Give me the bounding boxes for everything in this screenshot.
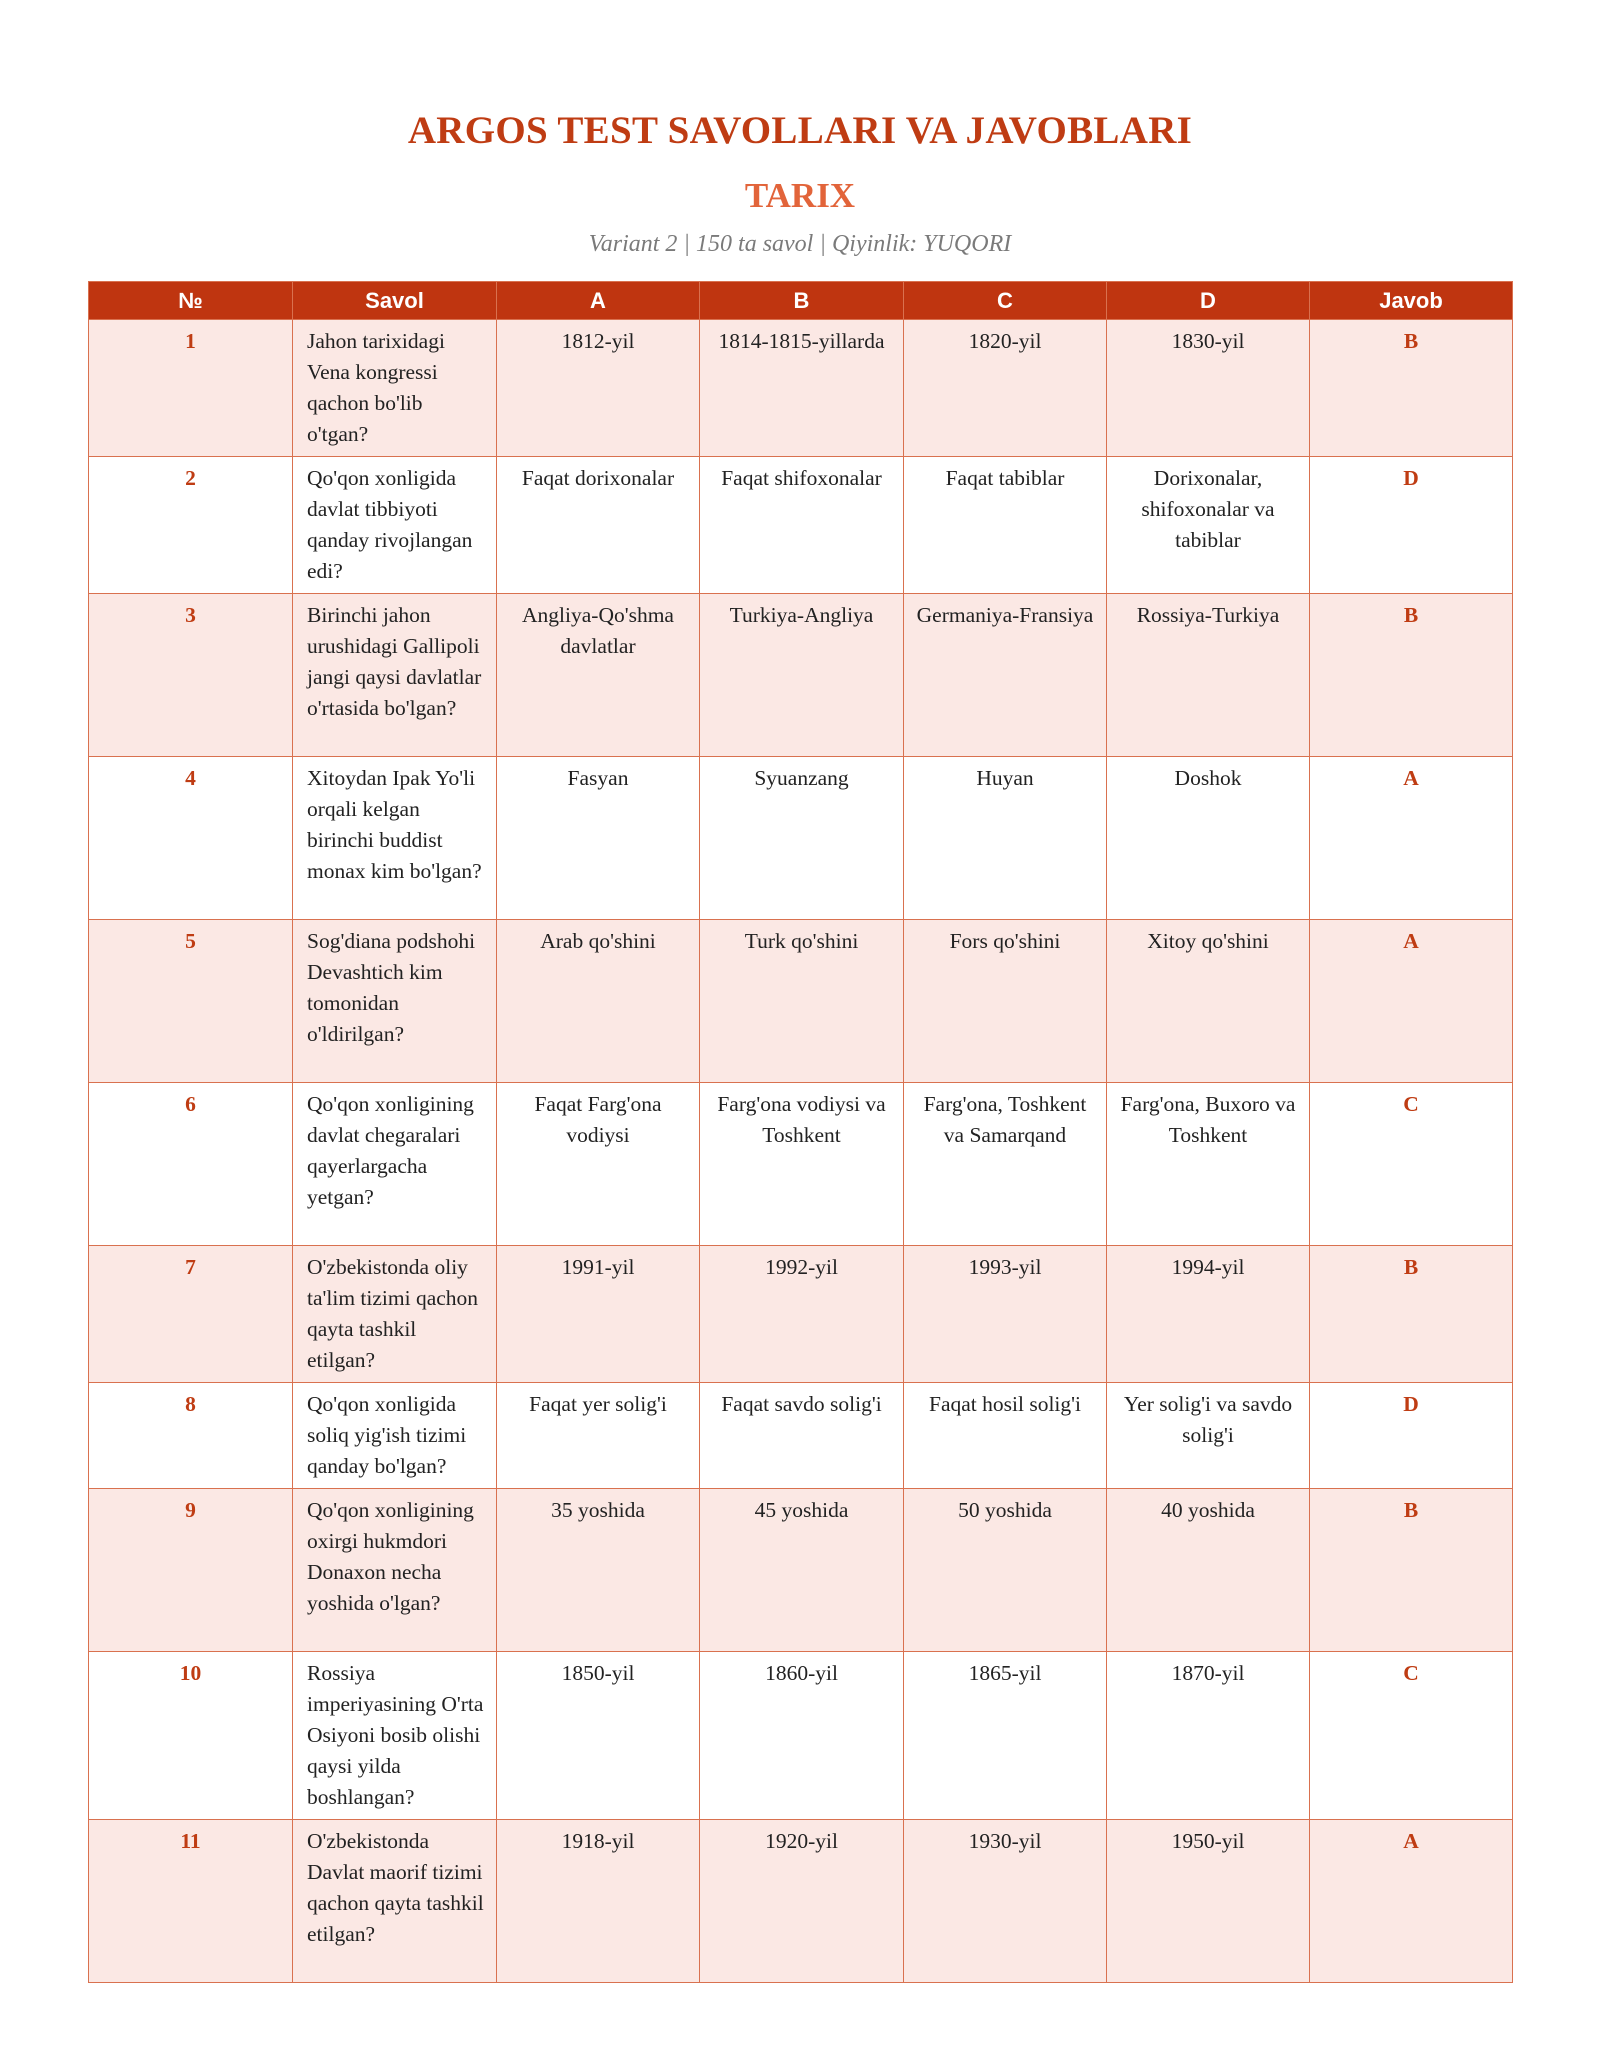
option-c: 1820-yil <box>904 320 1107 457</box>
option-b: 45 yoshida <box>700 1489 904 1652</box>
table-row <box>89 594 1513 757</box>
option-c: Huyan <box>904 757 1107 920</box>
correct-answer: C <box>1310 1652 1513 1820</box>
questions-table <box>88 281 1513 1983</box>
option-b: 1860-yil <box>700 1652 904 1820</box>
column-header-option-b: B <box>700 282 904 320</box>
option-d: Rossiya-Turkiya <box>1107 594 1310 757</box>
option-c: 1993-yil <box>904 1246 1107 1383</box>
option-d: Xitoy qo'shini <box>1107 920 1310 1083</box>
column-header-number: № <box>89 282 293 320</box>
question-number: 10 <box>89 1652 293 1820</box>
question-text: Qo'qon xonligining davlat chegaralari qayerlargacha yetgan? <box>293 1083 497 1246</box>
option-c: 1865-yil <box>904 1652 1107 1820</box>
variant-info: Variant 2 | 150 ta savol | Qiyinlik: YUQORI <box>588 231 1012 257</box>
question-text: Rossiya imperiyasining O'rta Osiyoni bosib olishi qaysi yilda boshlangan? <box>293 1652 497 1820</box>
option-c: Farg'ona, Toshkent va Samarqand <box>904 1083 1107 1246</box>
option-c: Faqat hosil solig'i <box>904 1383 1107 1489</box>
question-text: Jahon tarixidagi Vena kongressi qachon bo'lib o'tgan? <box>293 320 497 457</box>
option-a: Faqat dorixonalar <box>497 457 700 594</box>
option-a: Fasyan <box>497 757 700 920</box>
option-a: 1812-yil <box>497 320 700 457</box>
option-b: Farg'ona vodiysi va Toshkent <box>700 1083 904 1246</box>
option-b: Faqat shifoxonalar <box>700 457 904 594</box>
correct-answer: B <box>1310 320 1513 457</box>
question-number: 9 <box>89 1489 293 1652</box>
correct-answer: D <box>1310 1383 1513 1489</box>
column-header-option-d: D <box>1107 282 1310 320</box>
option-d: 40 yoshida <box>1107 1489 1310 1652</box>
table-row <box>89 757 1513 920</box>
option-c: 1930-yil <box>904 1820 1107 1983</box>
option-b: 1920-yil <box>700 1820 904 1983</box>
option-a: Angliya-Qo'shma davlatlar <box>497 594 700 757</box>
option-a: Faqat yer solig'i <box>497 1383 700 1489</box>
table-row <box>89 320 1513 457</box>
option-a: 1991-yil <box>497 1246 700 1383</box>
table-row <box>89 1383 1513 1489</box>
option-a: Arab qo'shini <box>497 920 700 1083</box>
question-number: 2 <box>89 457 293 594</box>
option-d: Yer solig'i va savdo solig'i <box>1107 1383 1310 1489</box>
option-d: 1950-yil <box>1107 1820 1310 1983</box>
correct-answer: A <box>1310 920 1513 1083</box>
table-row <box>89 1489 1513 1652</box>
correct-answer: A <box>1310 1820 1513 1983</box>
option-d: 1830-yil <box>1107 320 1310 457</box>
option-d: 1994-yil <box>1107 1246 1310 1383</box>
table-row <box>89 1083 1513 1246</box>
table-header-row <box>89 282 1513 320</box>
question-text: Qo'qon xonligida davlat tibbiyoti qanday rivojlangan edi? <box>293 457 497 594</box>
question-number: 3 <box>89 594 293 757</box>
option-d: Farg'ona, Buxoro va Toshkent <box>1107 1083 1310 1246</box>
column-header-answer: Javob <box>1310 282 1513 320</box>
question-text: Birinchi jahon urushidagi Gallipoli jangi qaysi davlatlar o'rtasida bo'lgan? <box>293 594 497 757</box>
option-c: Faqat tabiblar <box>904 457 1107 594</box>
option-d: Dorixonalar, shifoxonalar va tabiblar <box>1107 457 1310 594</box>
correct-answer: D <box>1310 457 1513 594</box>
question-number: 6 <box>89 1083 293 1246</box>
option-b: Turkiya-Angliya <box>700 594 904 757</box>
table-row <box>89 1820 1513 1983</box>
column-header-option-a: A <box>497 282 700 320</box>
question-text: Qo'qon xonligining oxirgi hukmdori Donaxon necha yoshida o'lgan? <box>293 1489 497 1652</box>
correct-answer: C <box>1310 1083 1513 1246</box>
option-a: 1850-yil <box>497 1652 700 1820</box>
correct-answer: B <box>1310 1246 1513 1383</box>
question-number: 4 <box>89 757 293 920</box>
option-a: Faqat Farg'ona vodiysi <box>497 1083 700 1246</box>
column-header-option-c: C <box>904 282 1107 320</box>
correct-answer: B <box>1310 1489 1513 1652</box>
question-number: 8 <box>89 1383 293 1489</box>
column-header-question: Savol <box>293 282 497 320</box>
question-text: O'zbekistonda oliy ta'lim tizimi qachon qayta tashkil etilgan? <box>293 1246 497 1383</box>
option-c: Fors qo'shini <box>904 920 1107 1083</box>
option-b: 1992-yil <box>700 1246 904 1383</box>
option-b: Turk qo'shini <box>700 920 904 1083</box>
option-b: Faqat savdo solig'i <box>700 1383 904 1489</box>
question-number: 5 <box>89 920 293 1083</box>
document-title: ARGOS TEST SAVOLLARI VA JAVOBLARI <box>407 109 1193 152</box>
option-c: Germaniya-Fransiya <box>904 594 1107 757</box>
subject-title: TARIX <box>744 176 856 215</box>
table-row <box>89 1246 1513 1383</box>
option-d: Doshok <box>1107 757 1310 920</box>
question-number: 7 <box>89 1246 293 1383</box>
option-b: Syuanzang <box>700 757 904 920</box>
table-row <box>89 920 1513 1083</box>
question-text: Xitoydan Ipak Yo'li orqali kelgan birinchi buddist monax kim bo'lgan? <box>293 757 497 920</box>
option-c: 50 yoshida <box>904 1489 1107 1652</box>
option-a: 35 yoshida <box>497 1489 700 1652</box>
question-number: 1 <box>89 320 293 457</box>
option-b: 1814-1815-yillarda <box>700 320 904 457</box>
question-text: Qo'qon xonligida soliq yig'ish tizimi qanday bo'lgan? <box>293 1383 497 1489</box>
correct-answer: B <box>1310 594 1513 757</box>
table-row <box>89 1652 1513 1820</box>
question-text: O'zbekistonda Davlat maorif tizimi qachon qayta tashkil etilgan? <box>293 1820 497 1983</box>
option-a: 1918-yil <box>497 1820 700 1983</box>
question-text: Sog'diana podshohi Devashtich kim tomonidan o'ldirilgan? <box>293 920 497 1083</box>
correct-answer: A <box>1310 757 1513 920</box>
question-number: 11 <box>89 1820 293 1983</box>
option-d: 1870-yil <box>1107 1652 1310 1820</box>
table-row <box>89 457 1513 594</box>
